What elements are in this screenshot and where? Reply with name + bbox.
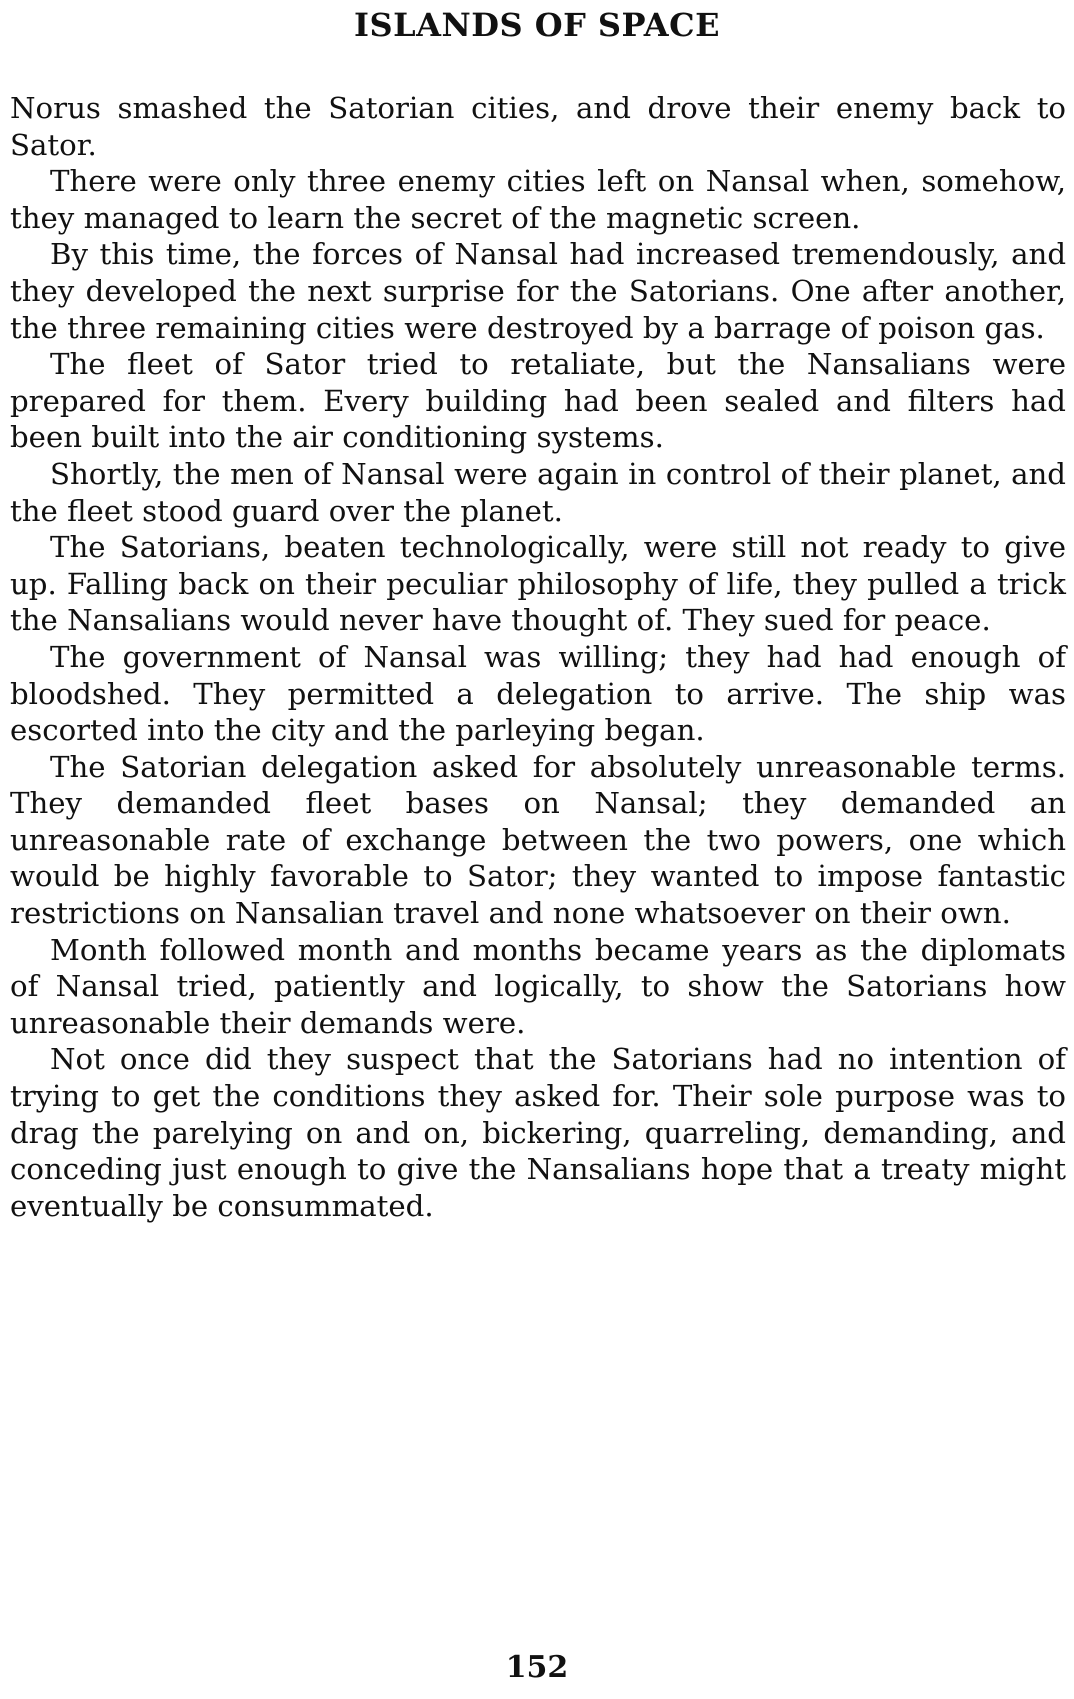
paragraph: Shortly, the men of Nansal were again in control of their planet, and the fleet stood guard over the planet. <box>10 456 1066 528</box>
paragraph: Month followed month and months became years as the diplomats of Nansal tried, patiently and logically, to show the Satorians how unreasonable their demands were. <box>10 932 1066 1040</box>
running-head: ISLANDS OF SPACE <box>354 6 720 44</box>
paragraph: Norus smashed the Satorian cities, and drove their enemy back to Sator. <box>10 91 1066 162</box>
paragraph: By this time, the forces of Nansal had increased tremendously, and they developed the next surprise for the Satorians. One after another, the three remaining cities were destroyed by a barrage of poison gas. <box>10 237 1066 345</box>
paragraph: The Satorians, beaten technologically, were still not ready to give up. Falling back on their peculiar philosophy of life, they pulled a trick the Nansalians would never have thought of. They sued for peace. <box>10 530 1066 638</box>
paragraph: There were only three enemy cities left on Nansal when, somehow, they managed to learn the secret of the magnetic screen. <box>10 164 1066 235</box>
paragraph: Not once did they suspect that the Satorians had no intention of trying to get the conditions they asked for. Their sole purpose was to drag the parelying on and on, bickering, quarreling, demanding, and conceding just enough to give the Nansalians hope that a treaty might eventually be consummated. <box>10 1042 1066 1223</box>
paragraph: The Satorian delegation asked for absolutely unreasonable terms. They demanded fleet bases on Nansal; they demanded an unreasonable rate of exchange between the two powers, one which would be highly favorable to Sator; they wanted to impose fantastic restrictions on Nansalian travel and none whatsoever on their own. <box>10 749 1066 931</box>
paragraph: The fleet of Sator tried to retaliate, but the Nansalians were prepared for them. Every building had been sealed and filters had been built into the air conditioning systems. <box>10 347 1066 455</box>
paragraph: The government of Nansal was willing; they had had enough of bloodshed. They permitted a delegation to arrive. The ship was escorted into the city and the parleying began. <box>10 639 1066 748</box>
body-text <box>10 90 1066 1224</box>
page-number: 152 <box>505 1650 569 1685</box>
